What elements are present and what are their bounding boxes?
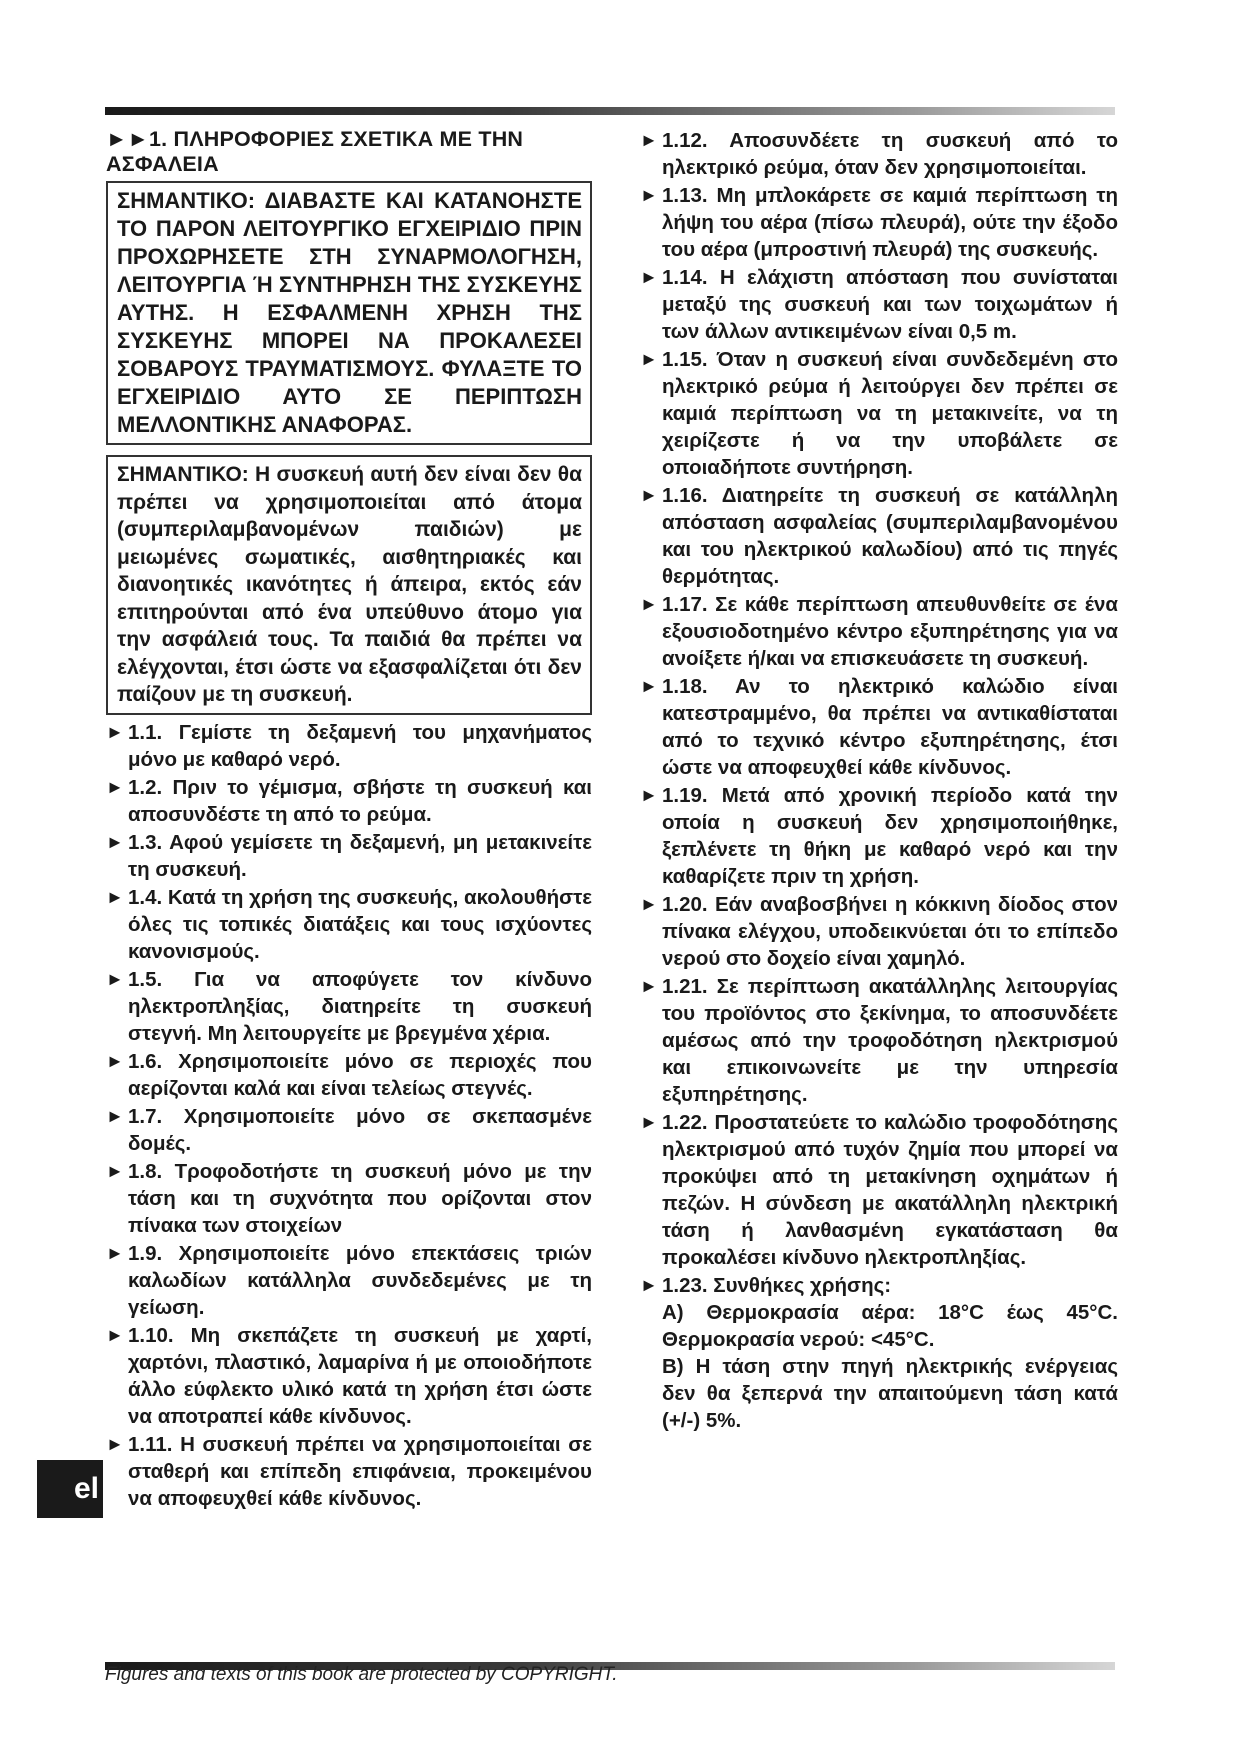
right-column <box>640 127 1118 1435</box>
arrow-icon: ► <box>640 785 658 805</box>
list-item: ► 1.3. Αφού γεμίσετε τη δεξαμενή, μη μετακινείτε τη συσκευή. <box>106 830 592 881</box>
list-item: ► 1.8. Τροφοδοτήστε τη συσκευή μόνο με την τάση και τη συχνότητα που ορίζονται στον πίνακα των στοιχείων <box>106 1159 592 1237</box>
list-item: ► 1.6. Χρησιμοποιείτε μόνο σε περιοχές που αερίζονται καλά και είναι τελείως στεγνές. <box>106 1049 592 1100</box>
list-item: ► 1.17. Σε κάθε περίπτωση απευθυνθείτε σε ένα εξουσιοδοτημένο κέντρο εξυπηρέτησης για να ανοίξετε ή/και να επισκευάσετε τη συσκευή. <box>640 593 1118 670</box>
list-item: ► 1.14. Η ελάχιστη απόσταση που συνίσταται μεταξύ της συσκευή και των τοιχωμάτων ή των άλλων αντικειμένων είναι 0,5 m. <box>640 266 1118 343</box>
arrow-icon: ► <box>640 976 658 996</box>
arrow-icon: ► <box>106 1050 124 1071</box>
top-divider <box>105 107 1115 115</box>
arrow-icon: ► <box>640 185 658 205</box>
list-item: ► 1.1. Γεμίστε τη δεξαμενή του μηχανήματος μόνο με καθαρό νερό. <box>106 720 592 771</box>
conditions-a: Α) Θερμοκρασία αέρα: 18°C έως 45°C. Θερμοκρασία νερού: <45°C. <box>662 1301 1118 1351</box>
arrow-icon: ► <box>640 485 658 505</box>
left-column <box>106 127 592 1513</box>
list-item: ► 1.15. Όταν η συσκευή είναι συνδεδεμένη στο ηλεκτρικό ρεύμα ή λειτούργει δεν πρέπει σε καμιά περίπτωση να τη μετακινείτε, να τη χειρίζεστε ή να την υποβάλετε σε οποιαδήποτε συντήρηση. <box>640 348 1118 479</box>
section-heading: ►►1. ΠΛΗΡΟΦΟΡΙΕΣ ΣΧΕΤΙΚΑ ΜΕ ΤΗΝ ΑΣΦΑΛΕΙΑ <box>106 127 524 176</box>
list-item: ► 1.11. Η συσκευή πρέπει να χρησιμοποιείται σε σταθερή και επίπεδη επιφάνεια, προκειμένου να αποφευχθεί κάθε κίνδυνος. <box>106 1432 592 1510</box>
arrow-icon: ► <box>106 1242 124 1263</box>
language-tab: el <box>37 1460 103 1518</box>
arrow-icon: ► <box>106 886 124 907</box>
list-item-conditions <box>640 1272 1118 1434</box>
arrow-icon: ► <box>106 1105 124 1126</box>
arrow-icon: ► <box>640 130 658 150</box>
list-item: ► 1.5. Για να αποφύγετε τον κίνδυνο ηλεκτροπληξίας, διατηρείτε τη συσκευή στεγνή. Μη λειτουργείτε με βρεγμένα χέρια. <box>106 967 592 1045</box>
arrow-icon: ► <box>106 721 124 742</box>
arrow-icon: ► <box>640 594 658 614</box>
list-item: ► 1.20. Εάν αναβοσβήνει η κόκκινη δίοδος στον πίνακα ελέγχου, υποδεικνύεται ότι το επίπεδο νερού στο δοχείο είναι χαμηλό. <box>640 893 1118 970</box>
arrow-icon: ► <box>640 1275 658 1295</box>
arrow-icon: ► <box>106 831 124 852</box>
list-item: ► 1.9. Χρησιμοποιείτε μόνο επεκτάσεις τριών καλωδίων κατάλληλα συνδεδεμένες με τη γείωση. <box>106 1241 592 1319</box>
list-item: ► 1.7. Χρησιμοποιείτε μόνο σε σκεπασμένε δομές. <box>106 1104 592 1155</box>
arrow-icon: ► <box>106 1433 124 1454</box>
arrow-icon: ► <box>106 1160 124 1181</box>
list-item: ► 1.19. Μετά από χρονική περίοδο κατά την οποία η συσκευή δεν χρησιμοποιήθηκε, ξεπλένετε τη θήκη με καθαρό νερό και την καθαρίζετε πριν τη χρήση. <box>640 784 1118 888</box>
list-item: ► 1.18. Αν το ηλεκτρικό καλώδιο είναι κατεστραμμένο, θα πρέπει να αντικαθίσταται από το τεχνικό κέντρο εξυπηρέτησης, έτσι ώστε να αποφευχθεί κάθε κίνδυνος. <box>640 675 1118 779</box>
list-item: ► 1.22. Προστατεύετε το καλώδιο τροφοδότησης ηλεκτρισμού από τυχόν ζημία που μπορεί να προκύψει από τη μετακίνηση οχημάτων ή πεζών. Η σύνδεση με ακατάλληλη ηλεκτρική τάση ή λανθασμένη εγκατάσταση θα προκαλέσει κίνδυνο ηλεκτροπληξίας. <box>640 1111 1118 1269</box>
arrow-icon: ► <box>106 776 124 797</box>
list-item: ► 1.13. Μη μπλοκάρετε σε καμιά περίπτωση τη λήψη του αέρα (πίσω πλευρά), ούτε την έξοδο του αέρα (μπροστινή πλευρά) της συσκευής. <box>640 184 1118 261</box>
list-item: ► 1.4. Κατά τη χρήση της συσκευής, ακολουθήστε όλες τις τοπικές διατάξεις και τους ισχύοντες κανονισμούς. <box>106 885 592 963</box>
list-item: ► 1.21. Σε περίπτωση ακατάλληλης λειτουργίας του προϊόντος στο ξεκίνημα, το αποσυνδέετε αμέσως από την τροφοδότηση ηλεκτρισμού και επικοινωνείτε με την υπηρεσία εξυπηρέτησης. <box>640 975 1118 1106</box>
copyright-notice: Figures and texts of this book are protected by COPYRIGHT. <box>105 1664 618 1685</box>
list-item: ► 1.10. Μη σκεπάζετε τη συσκευή με χαρτί, χαρτόνι, πλαστικό, λαμαρίνα ή με οποιοδήποτε άλλο εύφλεκτο υλικό κατά τη χρήση έτσι ώστε να αποτραπεί κάθε κίνδυνος. <box>106 1323 592 1428</box>
list-item: ► 1.12. Αποσυνδέετε τη συσκευή από το ηλεκτρικό ρεύμα, όταν δεν χρησιμοποιείται. <box>640 129 1118 179</box>
arrow-icon: ► <box>640 349 658 369</box>
warning-box-manual: ΣΗΜΑΝΤΙΚΟ: ΔΙΑΒΑΣΤΕ ΚΑΙ ΚΑΤΑΝΟΗΣΤΕ ΤΟ ΠΑΡΟΝ ΛΕΙΤΟΥΡΓΙΚΟ ΕΓΧΕΙΡΙΔΙΟ ΠΡΙΝ ΠΡΟΧΩΡΗΣΕΤΕ ΣΤΗ ΣΥΝΑΡΜΟΛΟΓΗΣΗ, ΛΕΙΤΟΥΡΓΙΑ Ή ΣΥΝΤΗΡΗΣΗ ΤΗΣ ΣΥΣΚΕΥΗΣ ΑΥΤΗΣ. Η ΕΣΦΑΛΜΕΝΗ ΧΡΗΣΗ ΤΗΣ ΣΥΣΚΕΥΗΣ ΜΠΟΡΕΙ ΝΑ ΠΡΟΚΑΛΕΣΕΙ ΣΟΒΑΡΟΥΣ ΤΡΑΥΜΑΤΙΣΜΟΥΣ. ΦΥΛΑΞΤΕ ΤΟ ΕΓΧΕΙΡΙΔΙΟ ΑΥΤΟ ΣΕ ΠΕΡΙΠΤΩΣΗ ΜΕΛΛΟΝΤΙΚΗΣ ΑΝΑΦΟΡΑΣ. <box>106 181 592 445</box>
conditions-title: 1.23. Συνθήκες χρήσης: <box>662 1274 892 1297</box>
arrow-icon: ► <box>640 676 658 696</box>
conditions-b: Β) Η τάση στην πηγή ηλεκτρικής ενέργειας δεν θα ξεπερνά την απαιτούμενη τάση κατά (+/-) 5%. <box>662 1355 1118 1432</box>
arrow-icon: ► <box>640 894 658 914</box>
list-item: ► 1.16. Διατηρείτε τη συσκευή σε κατάλληλη απόσταση ασφαλείας (συμπεριλαμβανομένου και του ηλεκτρικού καλωδίου) από τις πηγές θερμότητας. <box>640 484 1118 588</box>
arrow-icon: ► <box>106 968 124 989</box>
list-item: ► 1.2. Πριν το γέμισμα, σβήστε τη συσκευή και αποσυνδέστε τη από το ρεύμα. <box>106 775 592 826</box>
arrow-icon: ► <box>106 1324 124 1345</box>
arrow-icon: ► <box>640 267 658 287</box>
warning-box-persons: ΣΗΜΑΝΤΙΚΟ: Η συσκευή αυτή δεν είναι δεν θα πρέπει να χρησιμοποιείται από άτομα (συμπεριλαμβανομένων παιδιών) με μειωμένες σωματικές, αισθητηριακές και διανοητικές ικανότητες ή άπειρα, εκτός εάν επιτηρούνται από ένα υπεύθυνο άτομο για την ασφάλειά τους. Τα παιδιά θα πρέπει να ελέγχονται, έτσι ώστε να εξασφαλίζεται ότι δεν παίζουν με τη συσκευή. <box>106 455 592 715</box>
arrow-icon: ► <box>640 1112 658 1132</box>
